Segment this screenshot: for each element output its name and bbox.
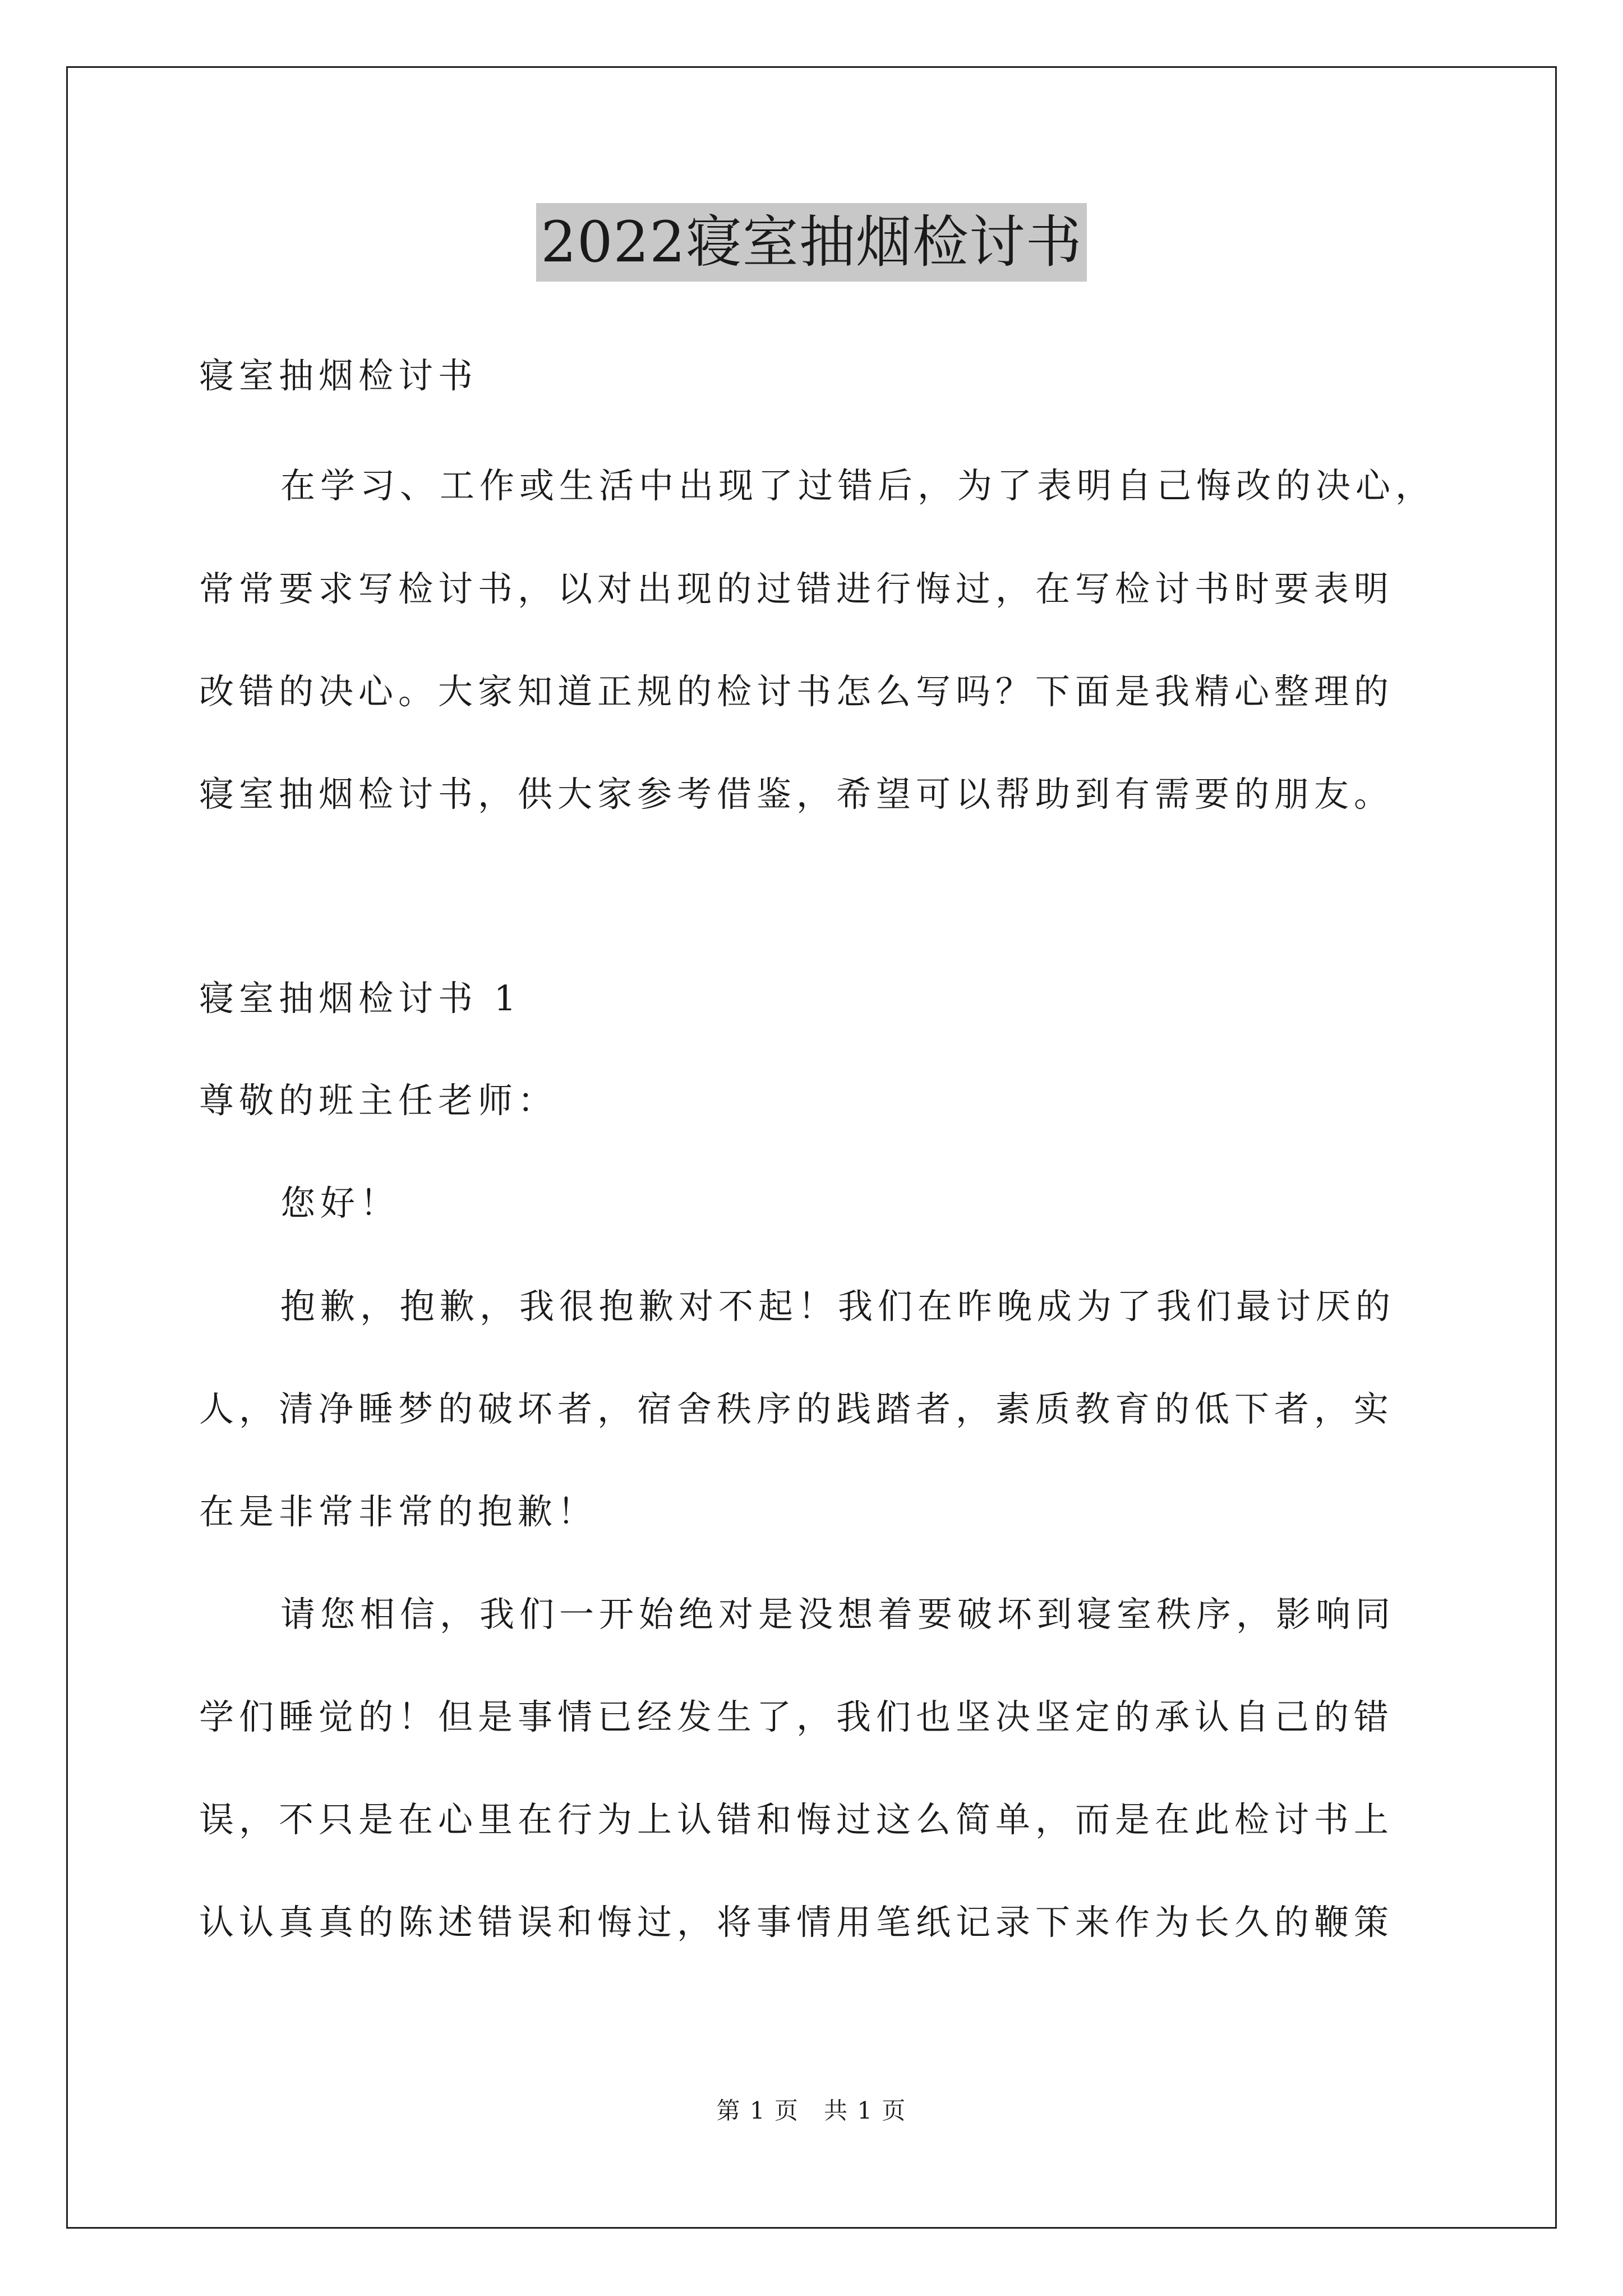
paragraph1-line-2: 人，清净睡梦的破坏者，宿舍秩序的践踏者，素质教育的低下者，实 xyxy=(199,1388,1394,1429)
document-subtitle: 寝室抽烟检讨书 xyxy=(199,355,478,396)
salutation: 尊敬的班主任老师： xyxy=(199,1080,558,1121)
greeting: 您好！ xyxy=(280,1182,400,1223)
intro-line-2: 常常要求写检讨书，以对出现的过错进行悔过，在写检讨书时要表明 xyxy=(199,568,1394,609)
section-heading: 寝室抽烟检讨书 1 xyxy=(199,978,522,1019)
page-footer: 第 1 页 共 1 页 xyxy=(716,2097,907,2124)
intro-line-4: 寝室抽烟检讨书，供大家参考借鉴，希望可以帮助到有需要的朋友。 xyxy=(199,774,1394,815)
title-container xyxy=(0,203,1623,282)
intro-line-3: 改错的决心。大家知道正规的检讨书怎么写吗？下面是我精心整理的 xyxy=(199,671,1394,712)
paragraph2-line-3: 误，不只是在心里在行为上认错和悔过这么简单，而是在此检讨书上 xyxy=(199,1799,1394,1840)
paragraph1-line-3: 在是非常非常的抱歉！ xyxy=(199,1491,598,1532)
paragraph1-line-1: 抱歉，抱歉，我很抱歉对不起！我们在昨晚成为了我们最讨厌的 xyxy=(280,1286,1396,1327)
paragraph2-line-2: 学们睡觉的！但是事情已经发生了，我们也坚决坚定的承认自己的错 xyxy=(199,1696,1394,1737)
document-title: 2022寝室抽烟检讨书 xyxy=(536,203,1087,282)
intro-line-1: 在学习、工作或生活中出现了过错后，为了表明自己悔改的决心， xyxy=(280,465,1436,506)
paragraph2-line-1: 请您相信，我们一开始绝对是没想着要破坏到寝室秩序，影响同 xyxy=(280,1594,1396,1635)
paragraph2-line-4: 认认真真的陈述错误和悔过，将事情用笔纸记录下来作为长久的鞭策 xyxy=(199,1902,1394,1943)
